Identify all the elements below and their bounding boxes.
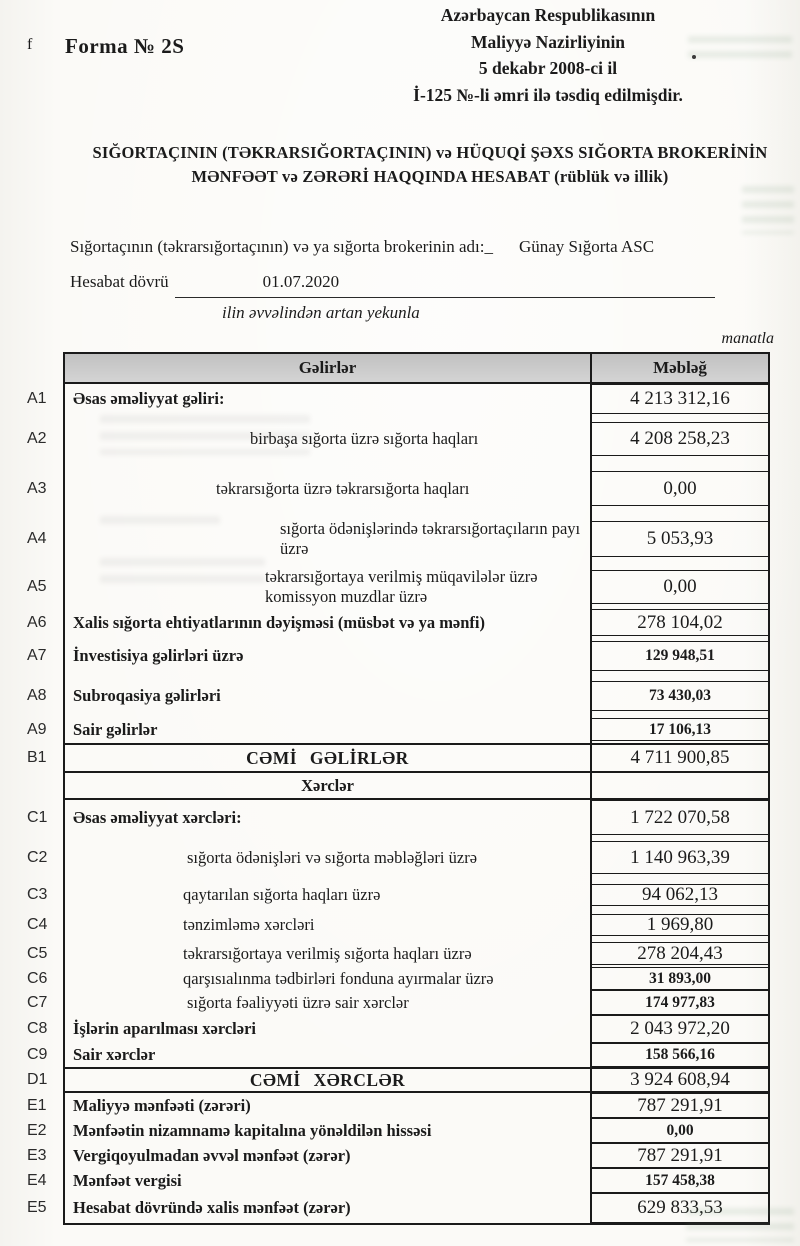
row-amount: 4 208 258,23 [592, 422, 768, 456]
row-code: C1 [27, 808, 48, 826]
report-period-line [70, 272, 715, 298]
row-code: C6 [27, 969, 48, 987]
row-label: Mənfəətin nizamnamə kapitalına yönəldilən hissəsi [73, 1120, 432, 1140]
row-code: E5 [27, 1199, 47, 1216]
header-cell-amount: Məbləğ [653, 358, 707, 377]
approval-line: 5 dekabr 2008-ci il [478, 58, 618, 78]
row-label: Subroqasiya gəlirləri [73, 686, 221, 705]
row-label: təkrarsığortaya verilmiş müqavilələr üzrə komissyon muzdlar üzrə [265, 567, 538, 606]
row-label: Əsas əməliyyat xərcləri: [73, 807, 242, 827]
row-code: A4 [27, 530, 47, 547]
section-label: Xərclər [301, 775, 354, 795]
row-amount: 1 140 963,39 [592, 841, 768, 874]
row-label: birbaşa sığorta üzrə sığorta haqları [250, 429, 479, 448]
row-code: E3 [27, 1146, 47, 1164]
row-amount: 278 204,43 [592, 942, 768, 965]
row-label: CƏMİ XƏRCLƏR [249, 1070, 406, 1090]
table-row [27, 384, 768, 414]
row-amount: 629 833,53 [592, 1193, 768, 1223]
row-amount [592, 773, 768, 798]
table-row [27, 990, 768, 1015]
header-cell-incomes: Gəlirlər [65, 354, 592, 382]
row-amount: 278 104,02 [592, 609, 768, 636]
row-code: C7 [27, 993, 48, 1011]
approval-line: İ-125 №-li əmri ilə təsdiq edilmişdir. [413, 84, 683, 105]
insurer-name-label: Sığortaçının (təkrarsığortaçının) və ya sığorta brokerinin adı:_ [70, 237, 493, 256]
row-label: Xalis sığorta ehtiyatlarının dəyişməsi (müsbət və ya mənfi) [73, 612, 486, 632]
cumulative-note: ilin əvvəlindən artan yekunla [222, 303, 420, 322]
row-code: D1 [27, 1071, 48, 1088]
row-amount: 787 291,91 [592, 1143, 768, 1168]
table-row [27, 609, 768, 636]
row-code: E4 [27, 1171, 47, 1189]
row-label: İşlərin aparılması xərcləri [73, 1019, 256, 1038]
report-title-line1: SIĞORTAÇININ (TƏKRARSIĞORTAÇININ) və HÜQUQİ ŞƏXS SIĞORTA BROKERİNİN [92, 143, 768, 162]
row-label: qarşısıalınma tədbirləri fonduna ayırmalar üzrə [183, 968, 494, 988]
row-label: Sair xərclər [73, 1045, 156, 1064]
row-amount: 157 458,38 [592, 1168, 768, 1193]
row-amount: 0,00 [592, 570, 768, 604]
form-number: Forma № 2S [65, 34, 185, 58]
row-code: A2 [27, 430, 47, 447]
row-amount: 1 969,80 [592, 914, 768, 936]
corner-mark: f [27, 36, 33, 53]
row-label: İnvestisiya gəlirləri üzrə [73, 646, 244, 665]
table-row [27, 676, 768, 716]
row-code: C5 [27, 944, 48, 962]
table-row [27, 835, 768, 880]
row-label: sığorta ödənişləri və sığorta məbləğləri üzrə [187, 847, 478, 867]
table-row [27, 414, 768, 464]
table-header-row [65, 354, 768, 384]
row-amount: 31 893,00 [592, 967, 768, 990]
row-amount: 5 053,93 [592, 521, 768, 557]
row-label: qaytarılan sığorta haqları üzrə [183, 885, 381, 904]
table-row [27, 1043, 768, 1067]
row-code: C2 [27, 848, 48, 866]
row-label: Sair gəlirlər [73, 719, 158, 739]
row-amount: 2 043 972,20 [592, 1015, 768, 1043]
table-row [27, 940, 768, 967]
approval-line: Maliyyə Nazirliyinin [470, 31, 626, 52]
row-code: C3 [27, 886, 48, 903]
row-amount: 0,00 [592, 1118, 768, 1143]
row-label: tənzimləmə xərcləri [183, 915, 315, 934]
report-title [70, 141, 790, 189]
table-row [27, 1143, 768, 1168]
row-label: təkrarsığortaya verilmiş sığorta haqları üzrə [183, 943, 472, 963]
table-row [27, 910, 768, 940]
table-row [27, 1118, 768, 1143]
row-amount: 17 106,13 [592, 718, 768, 741]
row-code: C8 [27, 1020, 48, 1037]
report-period-underline [175, 272, 715, 298]
row-code: A3 [27, 479, 47, 497]
table-row [27, 1015, 768, 1043]
table-row [27, 565, 768, 609]
row-code: A6 [27, 613, 47, 631]
row-label: Vergiqoyulmadan əvvəl mənfəət (zərər) [73, 1145, 351, 1165]
row-code: B1 [27, 749, 47, 766]
row-label: Hesabat dövründə xalis mənfəət (zərər) [73, 1198, 351, 1217]
currency-note: manatla [721, 330, 774, 347]
row-code: E1 [27, 1096, 47, 1114]
table-section-expenses [65, 773, 768, 800]
row-label: Maliyyə mənfəəti (zərəri) [73, 1095, 251, 1115]
row-label: Mənfəət vergisi [73, 1170, 182, 1190]
row-amount: 1 722 070,58 [592, 800, 768, 835]
row-code: A1 [27, 390, 47, 407]
report-period-label: Hesabat dövrü [70, 272, 169, 291]
table-row-total-incomes [27, 743, 768, 773]
row-code: A7 [27, 647, 47, 664]
table-row [27, 636, 768, 676]
insurer-name-line [70, 237, 654, 257]
row-amount: 4 711 900,85 [630, 747, 730, 768]
table-row [27, 716, 768, 743]
ink-dot [692, 55, 696, 59]
table-row [27, 967, 768, 990]
table-row [27, 513, 768, 565]
row-code: E2 [27, 1121, 47, 1139]
row-amount: 129 948,51 [592, 641, 768, 671]
table-row [27, 1193, 768, 1223]
row-amount: 3 924 608,94 [630, 1069, 730, 1090]
row-label: CƏMİ GƏLİRLƏR [246, 748, 409, 768]
row-label: sığorta ödənişlərində təkrarsığortaçıların payı üzrə [280, 519, 581, 558]
row-label: təkrarsığorta üzrə təkrarsığorta haqları [216, 478, 470, 498]
row-amount: 174 977,83 [592, 990, 768, 1015]
row-code: A8 [27, 687, 47, 704]
row-amount: 158 566,16 [592, 1043, 768, 1067]
table-row [27, 464, 768, 513]
row-amount: 787 291,91 [592, 1093, 768, 1118]
approval-block [363, 2, 733, 108]
row-amount: 4 213 312,16 [592, 384, 768, 414]
row-label: sığorta fəaliyyəti üzrə sair xərclər [187, 992, 409, 1012]
table-row [27, 1168, 768, 1193]
report-title-line2: MƏNFƏƏT və ZƏRƏRİ HAQQINDA HESABAT (rüblük və illik) [191, 167, 669, 186]
row-code: A5 [27, 578, 47, 595]
row-amount: 0,00 [592, 471, 768, 506]
row-amount: 73 430,03 [592, 681, 768, 711]
scan-bleed-artifact [742, 186, 794, 234]
row-label: Əsas əməliyyat gəliri: [73, 389, 225, 408]
table-row [27, 880, 768, 910]
row-code: A9 [27, 720, 47, 738]
approval-line: Azərbaycan Respublikasının [440, 5, 656, 25]
table-row [27, 800, 768, 835]
table-row-total-expenses [27, 1067, 768, 1093]
row-amount: 94 062,13 [592, 884, 768, 906]
table-row [27, 1093, 768, 1118]
row-code: C9 [27, 1046, 48, 1063]
report-period-value: 01.07.2020 [262, 272, 340, 291]
insurer-name-value: Günay Sığorta ASC [518, 237, 655, 256]
report-table [27, 352, 770, 1225]
row-code: C4 [27, 916, 48, 933]
